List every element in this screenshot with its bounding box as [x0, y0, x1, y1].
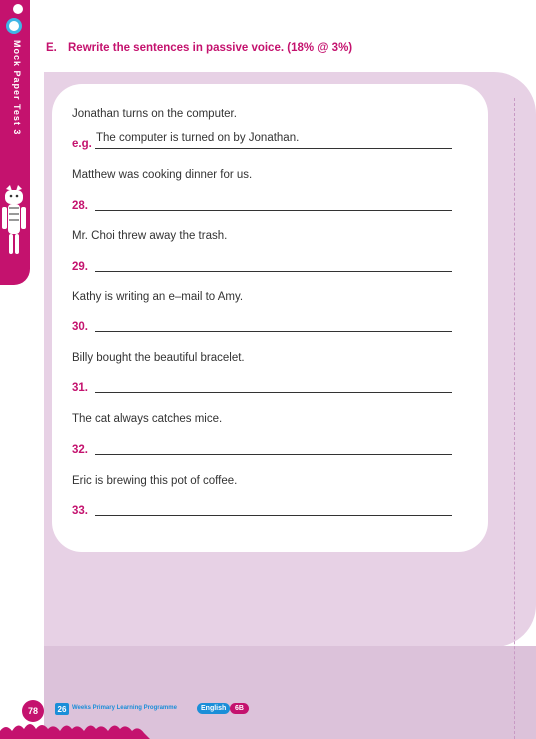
example-answer: The computer is turned on by Jonathan. — [96, 132, 300, 144]
item-sentence: Matthew was cooking dinner for us. — [72, 169, 253, 181]
item-number: 33. — [72, 505, 88, 517]
item-number: 28. — [72, 200, 88, 212]
side-tab-label: Mock Paper Test 3 — [12, 40, 22, 136]
answer-line[interactable] — [95, 392, 452, 393]
item-number: 31. — [72, 382, 88, 394]
answer-line[interactable] — [95, 210, 452, 211]
item-sentence: Jonathan turns on the computer. — [72, 108, 237, 120]
item-sentence: Mr. Choi threw away the trash. — [72, 230, 228, 242]
side-tab — [0, 0, 30, 285]
answer-line[interactable] — [95, 271, 452, 272]
section-letter: E. — [46, 42, 57, 54]
subject-badge: English — [197, 703, 230, 714]
programme-logo-icon: 26 — [55, 703, 69, 715]
section-heading — [46, 42, 352, 54]
answer-line[interactable] — [95, 454, 452, 455]
dot-icon — [13, 4, 23, 14]
answer-line[interactable] — [95, 331, 452, 332]
item-sentence: The cat always catches mice. — [72, 413, 223, 425]
item-sentence: Eric is brewing this pot of coffee. — [72, 475, 238, 487]
item-number: e.g. — [72, 138, 92, 150]
cut-line-divider — [514, 98, 515, 739]
programme-name: Weeks Primary Learning Programme — [72, 705, 177, 711]
cat-illustration-icon — [2, 185, 26, 265]
section-instruction: Rewrite the sentences in passive voice. (18% @ 3%) — [68, 42, 353, 54]
ring-icon — [6, 18, 22, 34]
answer-line[interactable] — [95, 148, 452, 149]
item-number: 29. — [72, 261, 88, 273]
item-sentence: Billy bought the beautiful bracelet. — [72, 352, 245, 364]
answer-line[interactable] — [95, 515, 452, 516]
item-number: 32. — [72, 444, 88, 456]
grade-badge: 6B — [230, 703, 249, 714]
page-number-badge: 78 — [22, 700, 44, 722]
item-sentence: Kathy is writing an e–mail to Amy. — [72, 291, 244, 303]
item-number: 30. — [72, 321, 88, 333]
